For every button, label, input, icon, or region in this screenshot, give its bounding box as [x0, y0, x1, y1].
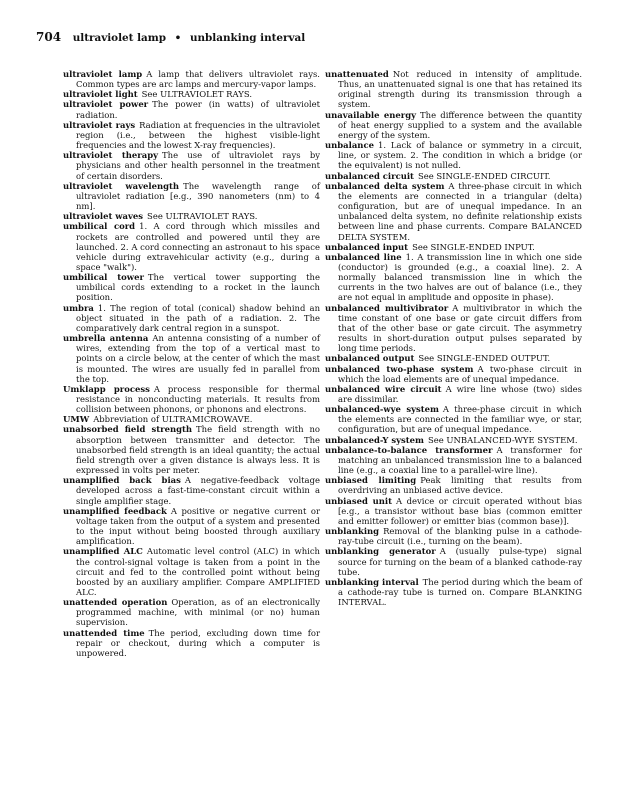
left-column: [63, 69, 320, 658]
dictionary-entry: [63, 181, 320, 211]
entry-definition: 1. The region of total (conical) shadow behind an object situated in the path of a radiation. 2. The comparatively dark central region in a sunspot.: [76, 302, 320, 333]
entry-term: ultraviolet lamp: [63, 69, 143, 79]
entry-term: unbalanced two-phase system: [325, 363, 474, 374]
entry-definition: The field strength with no absorption between transmitter and detector. The unabsorbed field strength is an ideal quantity; the actual field strength over a given distance is always less. It is expressed in volts per meter.: [76, 424, 321, 476]
entry-definition: See ULTRAVIOLET RAYS.: [141, 89, 253, 100]
dictionary-entry: [63, 150, 320, 180]
entry-term: unblanking: [325, 526, 380, 537]
entry-term: unbalanced-wye system: [325, 404, 439, 415]
entry-definition: A three-phase circuit in which the elements are connected in a triangular (delta) configuration, but are of unequal impedance. In an unbalanced delta system, no definite relationship exists between line and phase currents. Compare BALANCED DELTA SYSTEM.: [338, 180, 582, 242]
dictionary-entry: [325, 110, 582, 140]
dictionary-entry: [325, 171, 582, 181]
running-head: [36, 30, 601, 44]
entry-term: unbalanced output: [325, 353, 415, 364]
entry-term: umbilical tower: [63, 272, 144, 283]
entry-definition: 1. A cord through which missiles and rockets are controlled and powered until they are launched. 2. A cord connecting an astronaut to his space vehicle during extravehicular activity (e.g., during a space "walk").: [76, 221, 320, 272]
dictionary-entry: [325, 303, 582, 354]
entry-definition: See ULTRAVIOLET RAYS.: [147, 211, 258, 222]
entry-term: unattended operation: [63, 597, 168, 608]
entry-term: unbalance-to-balance transformer: [325, 444, 493, 455]
entry-definition: Operation, as of an electronically programmed machine, with minimal (or no) human supervision.: [76, 597, 320, 628]
entry-definition: See SINGLE-ENDED INPUT.: [412, 241, 535, 252]
entry-definition: An antenna consisting of a number of wires, extending from the top of a vertical mast to points on a circle below, at the center of which the mast is mounted. The wires are usually fed in parallel from the top.: [76, 333, 321, 384]
dictionary-entry: [325, 546, 582, 576]
dictionary-entry: [325, 577, 582, 607]
entry-term: umbilical cord: [63, 221, 136, 232]
entry-definition: Automatic level control (ALC) in which the control-signal voltage is taken from a point in the circuit and fed to the controlled point without being boosted by an auxiliary amplifier. Compare AMPLIFIED ALC.: [76, 546, 320, 597]
dictionary-entry: [63, 628, 320, 658]
entry-term: unattended time: [63, 627, 145, 638]
page-number: 704: [36, 30, 62, 44]
entry-term: ultraviolet rays: [63, 119, 136, 130]
entry-definition: A negative-feedback voltage developed across a fast-time-constant circuit within a single amplifier stage.: [76, 475, 320, 506]
entry-term: unattenuated: [325, 69, 389, 79]
dictionary-entry: [325, 252, 582, 303]
entry-term: unabsorbed field strength: [63, 424, 193, 435]
entry-term: unbalanced-Y system: [325, 434, 424, 445]
entry-term: unbiased limiting: [325, 475, 417, 486]
dictionary-entry: [325, 475, 582, 495]
entry-definition: A three-phase circuit in which the elements are connected in the familiar wye, or star, configuration, but are of unequal impedance.: [338, 404, 582, 435]
entry-definition: A multivibrator in which the time constant of one base or gate circuit differs from that of the other base or gate circuit. The asymmetry results in short-duration output pulses separated by long time periods.: [338, 302, 582, 354]
dictionary-entry: [325, 242, 582, 252]
entry-term: UMW: [63, 414, 90, 425]
entry-term: unbalanced input: [325, 241, 409, 252]
entry-term: unblanking interval: [325, 576, 419, 587]
entry-definition: The period during which the beam of a cathode-ray tube is turned on. Compare BLANKING INTERVAL.: [338, 576, 583, 608]
guide-word-last: unblanking interval: [189, 32, 306, 44]
entry-definition: Not reduced in intensity of amplitude. Thus, an unattenuated signal is one that has retained its original strength during its transmission through a system.: [338, 69, 582, 110]
dictionary-entry: [63, 221, 320, 272]
dictionary-entry: [63, 414, 320, 424]
entry-definition: A transformer for matching an unbalanced transmission line to a balanced line (e.g., a coaxial line to a parallel-wire line).: [338, 444, 582, 476]
entry-term: ultraviolet waves: [63, 211, 144, 222]
guide-separator: •: [174, 32, 182, 44]
entry-definition: A process responsible for thermal resistance in nonconducting materials. It results from collision between phonons, or phonons and electrons.: [76, 383, 320, 415]
entry-definition: 1. Lack of balance or symmetry in a circuit, line, or system. 2. The condition in which a bridge (or the equivalent) is not nulled.: [338, 140, 582, 171]
entry-definition: See UNBALANCED-WYE SYSTEM.: [427, 434, 578, 445]
dictionary-entry: [325, 353, 582, 363]
entry-definition: The wavelength range of ultraviolet radiation [e.g., 390 nanometers (nm) to 4 nm].: [76, 180, 320, 212]
entry-definition: A positive or negative current or voltage taken from the output of a system and presented to the input without being boosted through auxiliary amplification.: [76, 505, 321, 547]
entry-definition: Abbreviation of ULTRAMICROWAVE.: [93, 414, 253, 425]
dictionary-entry: [63, 384, 320, 414]
entry-term: ultraviolet power: [63, 99, 149, 110]
dictionary-entry: [63, 333, 320, 384]
entry-definition: A two-phase circuit in which the load elements are of unequal impedance.: [338, 363, 582, 384]
entry-term: Umklapp process: [63, 383, 150, 394]
dictionary-entry: [63, 506, 320, 547]
entry-term: umbrella antenna: [63, 333, 149, 344]
entry-term: unbalanced multivibrator: [325, 302, 449, 313]
entry-definition: The power (in watts) of ultraviolet radiation.: [76, 99, 320, 120]
dictionary-entry: [325, 181, 582, 242]
entry-term: unbalanced delta system: [325, 180, 445, 191]
entry-definition: The use of ultraviolet rays by physicians and other health personnel in the treatment of certain disorders.: [76, 150, 320, 181]
entry-term: unbalanced wire circuit: [325, 383, 442, 394]
entry-term: unamplified feedback: [63, 505, 167, 516]
dictionary-entry: [325, 496, 582, 526]
entry-term: ultraviolet light: [63, 89, 138, 100]
entry-definition: A lamp that delivers ultraviolet rays. Common types are arc lamps and mercury-vapor lamps.: [76, 69, 320, 90]
dictionary-entry: [63, 99, 320, 119]
entry-term: unamplified back bias: [63, 475, 181, 486]
entry-definition: A (usually pulse-type) signal source for turning on the beam of a blanked cathode-ray tube.: [338, 546, 582, 577]
dictionary-entry: [325, 364, 582, 384]
entry-definition: Radiation at frequencies in the ultraviolet region (i.e., between the highest visible-light frequencies and the lowest X-ray frequencies).: [76, 119, 320, 151]
dictionary-entry: [63, 597, 320, 627]
entry-term: unavailable energy: [325, 109, 417, 120]
entry-term: unbiased unit: [325, 495, 392, 506]
dictionary-entry: [63, 120, 320, 150]
dictionary-entry: [325, 140, 582, 170]
dictionary-entry: [63, 69, 320, 89]
dictionary-entry: [325, 526, 582, 546]
entry-term: unblanking generator: [325, 546, 436, 557]
dictionary-entry: [325, 445, 582, 475]
dictionary-entry: [63, 546, 320, 597]
entry-term: unbalanced line: [325, 251, 402, 262]
entry-definition: See SINGLE-ENDED OUTPUT.: [418, 353, 551, 364]
entry-definition: A wire line whose (two) sides are dissimilar.: [338, 383, 582, 404]
entry-definition: Peak limiting that results from overdriving an unbiased active device.: [338, 475, 582, 496]
entry-term: unamplified ALC: [63, 546, 143, 557]
entry-definition: See SINGLE-ENDED CIRCUIT.: [417, 170, 551, 181]
entry-definition: The difference between the quantity of heat energy supplied to a system and the available energy of the system.: [338, 109, 583, 140]
dictionary-entry: [63, 211, 320, 221]
entry-term: unbalance: [325, 140, 374, 151]
entry-definition: Removal of the blanking pulse in a cathode-ray-tube circuit (i.e., turning on the beam).: [338, 526, 582, 547]
guide-word-first: ultraviolet lamp: [72, 32, 167, 44]
entry-term: ultraviolet wavelength: [63, 180, 180, 191]
entry-term: ultraviolet therapy: [63, 150, 159, 161]
dictionary-entry: [63, 424, 320, 475]
right-column: [325, 69, 582, 607]
dictionary-entry: [63, 89, 320, 99]
dictionary-entry: [63, 303, 320, 333]
entry-term: umbra: [63, 302, 94, 313]
dictionary-entry: [325, 404, 582, 434]
dictionary-entry: [63, 272, 320, 302]
dictionary-entry: [63, 475, 320, 505]
entry-definition: A device or circuit operated without bias [e.g., a transistor without base bias (common emitter and emitter follower) or emitter bias (common base)].: [338, 495, 582, 526]
dictionary-entry: [325, 435, 582, 445]
entry-term: unbalanced circuit: [325, 170, 414, 181]
dictionary-entry: [325, 384, 582, 404]
entry-definition: The vertical tower supporting the umbilical cords extending to a rocket in the launch position.: [76, 272, 320, 303]
dictionary-entry: [325, 69, 582, 110]
entry-definition: 1. A transmission line in which one side (conductor) is grounded (e.g., a coaxial line). 2. A normally balanced transmission line in which the currents in the two halves are out of balance (i.e., they are not equal in amplitude and opposite in phase).: [338, 251, 582, 303]
entry-definition: The period, excluding down time for repair or checkout, during which a computer is unpowered.: [76, 627, 320, 658]
